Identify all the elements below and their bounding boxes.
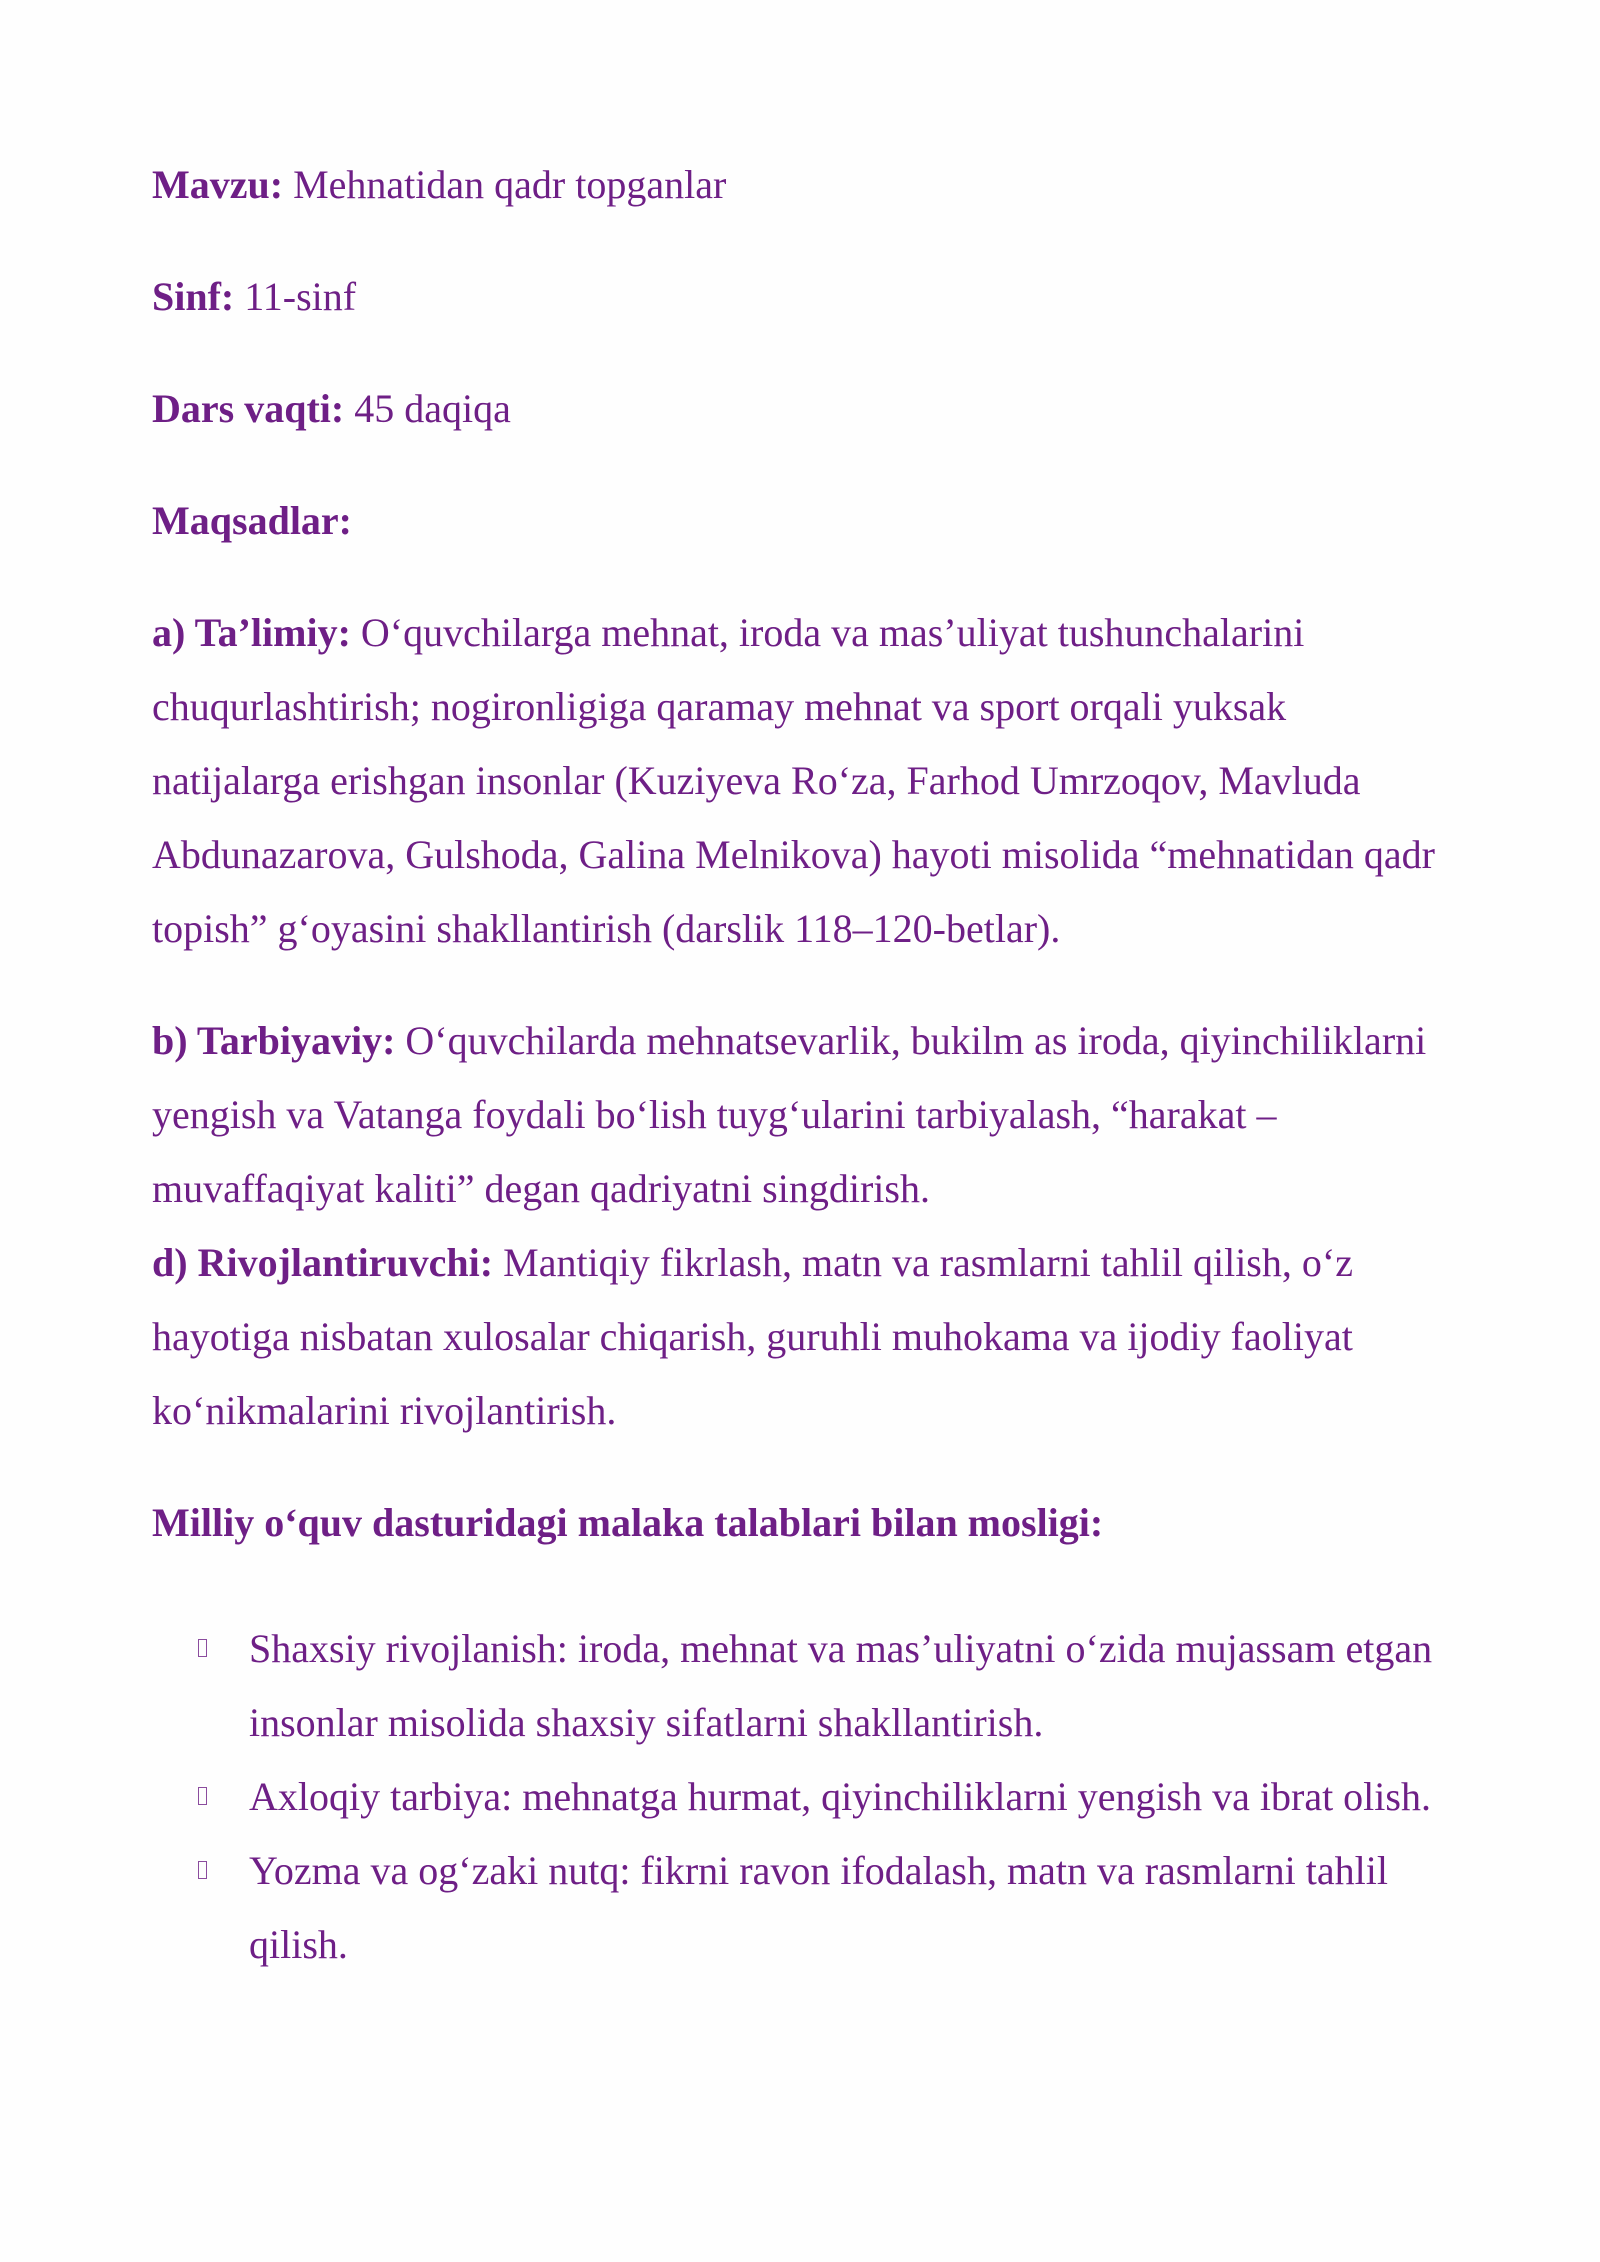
grade-value: 11-sinf bbox=[244, 274, 357, 319]
duration-line bbox=[152, 372, 1442, 446]
standards-heading-label: Milliy o‘quv dasturidagi malaka talablari bilan mosligi: bbox=[152, 1500, 1104, 1545]
upbringing-goal-text: O‘quvchilarda mehnatsevarlik, bukilm as iroda, qiyinchiliklarni yengish va Vatanga foydali bo‘lish tuyg‘ularini tarbiyalash, “harakat – muvaffaqiyat kaliti” degan qadriyatni singdirish. bbox=[152, 1018, 1427, 1211]
upbringing-goal bbox=[152, 1004, 1442, 1226]
educational-goal-label: a) Ta’limiy: bbox=[152, 610, 351, 655]
grade-line bbox=[152, 260, 1442, 334]
topic-value: Mehnatidan qadr topganlar bbox=[293, 162, 727, 207]
duration-value: 45 daqiqa bbox=[354, 386, 511, 431]
list-item-text: Axloqiy tarbiya: mehnatga hurmat, qiyinchiliklarni yengish va ibrat olish. bbox=[249, 1774, 1431, 1819]
upbringing-goal-label: b) Tarbiyaviy: bbox=[152, 1018, 396, 1063]
list-item bbox=[152, 1760, 1442, 1834]
developmental-goal-text: Mantiqiy fikrlash, matn va rasmlarni tahlil qilish, o‘z hayotiga nisbatan xulosalar chiqarish, guruhli muhokama va ijodiy faoliyat ko‘nikmalarini rivojlantirish. bbox=[152, 1240, 1353, 1433]
goals-heading-label: Maqsadlar: bbox=[152, 498, 352, 543]
educational-goal bbox=[152, 596, 1442, 966]
list-item bbox=[152, 1834, 1442, 1982]
topic-label: Mavzu: bbox=[152, 162, 284, 207]
list-item-text: Shaxsiy rivojlanish: iroda, mehnat va mas’uliyatni o‘zida mujassam etgan insonlar misolida shaxsiy sifatlarni shakllantirish. bbox=[249, 1626, 1433, 1745]
lesson-plan-body bbox=[152, 148, 1442, 1982]
educational-goal-text: O‘quvchilarga mehnat, iroda va mas’uliyat tushunchalarini chuqurlashtirish; nogironligiga qaramay mehnat va sport orqali yuksak natijalarga erishgan insonlar (Kuziyeva Ro‘za, Farhod Umrzoqov, Mavluda Abdunazarova, Gulshoda, Galina Melnikova) hayoti misolida “mehnatidan qadr topish” g‘oyasini shakllantirish (darslik 118–120-betlar). bbox=[152, 610, 1435, 951]
bullet-box-icon bbox=[198, 1787, 207, 1805]
list-item-text: Yozma va og‘zaki nutq: fikrni ravon ifodalash, matn va rasmlarni tahlil qilish. bbox=[249, 1848, 1388, 1967]
developmental-goal-label: d) Rivojlantiruvchi: bbox=[152, 1240, 494, 1285]
topic-line bbox=[152, 148, 1442, 222]
bullet-box-icon bbox=[198, 1639, 207, 1657]
grade-label: Sinf: bbox=[152, 274, 235, 319]
goals-heading bbox=[152, 484, 1442, 558]
standards-list bbox=[152, 1612, 1442, 1982]
duration-label: Dars vaqti: bbox=[152, 386, 345, 431]
developmental-goal bbox=[152, 1226, 1442, 1448]
bullet-box-icon bbox=[198, 1861, 207, 1879]
list-item bbox=[152, 1612, 1442, 1760]
standards-heading bbox=[152, 1486, 1442, 1560]
